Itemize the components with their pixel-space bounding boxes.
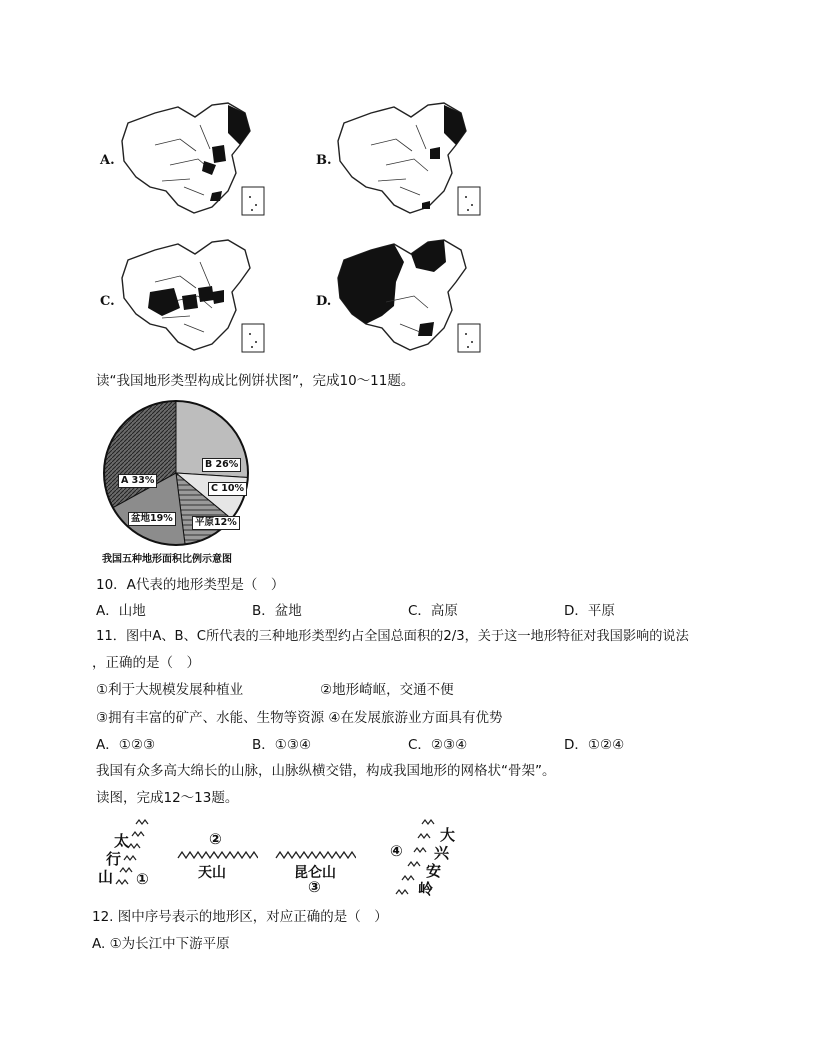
map-letter: A. <box>100 153 115 168</box>
taihang-char-2: 行 <box>106 850 122 868</box>
map-letter: B. <box>316 153 332 168</box>
map-d <box>316 232 496 362</box>
q11-stem-line1: 11．图中A、B、C所代表的三种地形类型约占全国总面积的2/3，关于这一地形特征对我国影响的说法 <box>96 629 689 644</box>
kunlun-number: ③ <box>308 878 321 896</box>
pie-label-b: B 26% <box>202 458 241 472</box>
taihang-char-3: 山 <box>98 868 114 886</box>
china-map-icon <box>316 232 496 362</box>
taihang-char-1: 太 <box>114 832 130 850</box>
pie-label-plain: 平原12% <box>192 516 240 530</box>
q10-option-c: C．高原 <box>408 603 458 619</box>
q10-option-a: A．山地 <box>96 603 146 619</box>
q11-item-2: ②地形崎岖，交通不便 <box>320 682 454 698</box>
q11-option-d: D．①②④ <box>564 737 625 753</box>
q10-stem: 10．A代表的地形类型是（ ） <box>96 577 285 593</box>
daxinganling-char-2: 兴 <box>434 844 450 862</box>
mountain-ranges-figure <box>96 818 476 900</box>
map-letter: C. <box>100 294 115 309</box>
q10-option-b: B．盆地 <box>252 603 302 619</box>
q11-item-3-4: ③拥有丰富的矿产、水能、生物等资源 ④在发展旅游业方面具有优势 <box>96 710 503 726</box>
q11-option-c: C．②③④ <box>408 737 468 753</box>
map-letter: D. <box>316 294 332 309</box>
daxinganling-char-1: 大 <box>440 826 456 844</box>
map-b <box>316 95 496 225</box>
q12-option-a: A. ①为长江中下游平原 <box>92 936 230 952</box>
china-map-icon <box>100 232 280 362</box>
map-c <box>100 232 280 362</box>
q12-stem: 12. 图中序号表示的地形区，对应正确的是（ ） <box>92 909 388 925</box>
mountain-ridge-icon <box>176 848 258 862</box>
kunlun-label: 昆仑山 <box>294 865 336 881</box>
mountain-paragraph: 我国有众多高大绵长的山脉，山脉纵横交错，构成我国地形的网格状“骨架”。 <box>96 763 556 779</box>
q11-option-b: B．①③④ <box>252 737 312 753</box>
mountain-ridge-icon <box>274 848 356 862</box>
taihang-number: ① <box>136 870 149 888</box>
china-map-icon <box>316 95 496 225</box>
terrain-pie-figure <box>96 398 256 570</box>
pie-label-basin: 盆地19% <box>128 512 176 526</box>
pie-label-a: A 33% <box>118 474 157 488</box>
china-map-icon <box>100 95 280 225</box>
daxinganling-number: ④ <box>390 842 403 860</box>
tianshan-number: ② <box>209 830 222 848</box>
tianshan-label: 天山 <box>198 865 226 881</box>
daxinganling-char-4: 岭 <box>418 880 434 898</box>
q11-option-a: A．①②③ <box>96 737 156 753</box>
q11-item-1: ①利于大规模发展种植业 <box>96 682 244 698</box>
q11-stem-line2: ，正确的是（ ） <box>92 655 200 671</box>
map-a <box>100 95 280 225</box>
intro-10-11: 读“我国地形类型构成比例饼状图”，完成10～11题。 <box>96 373 415 389</box>
pie-label-c: C 10% <box>208 482 247 496</box>
q10-option-d: D．平原 <box>564 603 615 619</box>
pie-caption: 我国五种地形面积比例示意图 <box>102 554 232 565</box>
intro-12-13: 读图，完成12～13题。 <box>96 790 239 806</box>
daxinganling-char-3: 安 <box>426 862 442 880</box>
